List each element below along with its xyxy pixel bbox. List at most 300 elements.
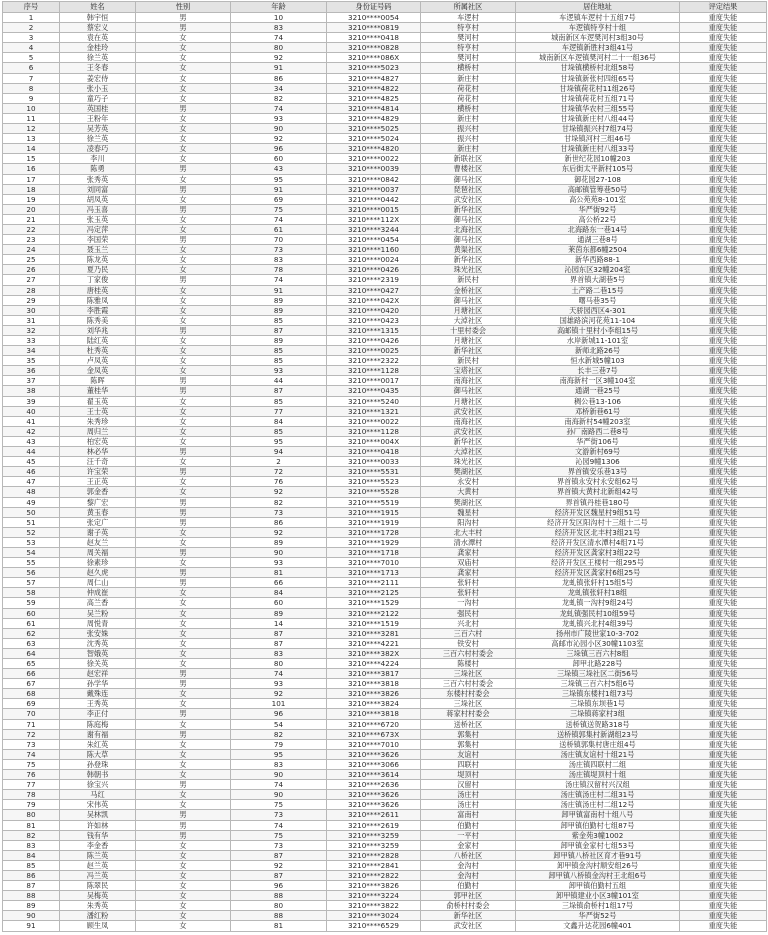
cell-age: 85 — [231, 396, 327, 406]
cell-gender: 女 — [136, 608, 231, 618]
cell-gender: 男 — [136, 507, 231, 517]
cell-gender: 女 — [136, 336, 231, 346]
cell-id-number: 3210****0015 — [327, 204, 421, 214]
cell-age: 93 — [231, 558, 327, 568]
table-row — [3, 426, 767, 436]
cell-gender: 男 — [136, 103, 231, 113]
table-row — [3, 376, 767, 386]
cell-index: 52 — [3, 527, 60, 537]
cell-result: 重度失能 — [680, 638, 767, 648]
cell-gender: 女 — [136, 921, 231, 931]
table-row — [3, 346, 767, 356]
cell-id-number: 3210****5528 — [327, 487, 421, 497]
cell-age: 80 — [231, 901, 327, 911]
cell-gender: 女 — [136, 618, 231, 628]
cell-age: 83 — [231, 648, 327, 658]
cell-address: 汤庄镇汤庄村二组12号 — [516, 800, 680, 810]
table-row — [3, 780, 767, 790]
table-row — [3, 467, 767, 477]
table-row — [3, 265, 767, 275]
cell-name: 冯定萍 — [60, 224, 136, 234]
cell-index: 63 — [3, 638, 60, 648]
cell-id-number: 3210****0054 — [327, 13, 421, 23]
cell-address: 经济开发区龚家村6组25号 — [516, 568, 680, 578]
cell-result: 重度失能 — [680, 13, 767, 23]
cell-result: 重度失能 — [680, 336, 767, 346]
cell-name: 仲成崔 — [60, 588, 136, 598]
cell-community: 荷花村 — [421, 83, 516, 93]
table-row — [3, 477, 767, 487]
cell-index: 47 — [3, 477, 60, 487]
cell-id-number: 3210****1915 — [327, 507, 421, 517]
cell-id-number: 3210****3259 — [327, 840, 421, 850]
cell-id-number: 3210****3281 — [327, 628, 421, 638]
cell-gender: 女 — [136, 911, 231, 921]
cell-index: 88 — [3, 891, 60, 901]
cell-index: 37 — [3, 376, 60, 386]
cell-result: 重度失能 — [680, 477, 767, 487]
table-row — [3, 184, 767, 194]
table-row — [3, 204, 767, 214]
cell-age: 84 — [231, 588, 327, 598]
cell-id-number: 3210****0022 — [327, 154, 421, 164]
cell-community: 友谊村 — [421, 749, 516, 759]
cell-result: 重度失能 — [680, 386, 767, 396]
cell-gender: 女 — [136, 457, 231, 467]
table-row — [3, 33, 767, 43]
cell-id-number: 3210****1519 — [327, 618, 421, 628]
cell-result: 重度失能 — [680, 870, 767, 880]
cell-index: 1 — [3, 13, 60, 23]
cell-address: 通湖三巷8号 — [516, 235, 680, 245]
cell-community: 兴北村 — [421, 618, 516, 628]
cell-gender: 女 — [136, 305, 231, 315]
cell-age: 87 — [231, 870, 327, 880]
table-row — [3, 648, 767, 658]
cell-gender: 男 — [136, 810, 231, 820]
cell-id-number: 3210****2122 — [327, 608, 421, 618]
cell-gender: 女 — [136, 638, 231, 648]
table-row — [3, 850, 767, 860]
cell-index: 3 — [3, 33, 60, 43]
cell-name: 宋伟英 — [60, 800, 136, 810]
header-cell-name: 姓名 — [60, 2, 136, 13]
cell-index: 69 — [3, 699, 60, 709]
cell-address: 卸甲镇建业小区3幢101室 — [516, 891, 680, 901]
cell-age: 85 — [231, 346, 327, 356]
cell-name: 王正英 — [60, 477, 136, 487]
cell-address: 恒水新城5幢103 — [516, 356, 680, 366]
cell-address: 甘垛镇新庄村八组44号 — [516, 113, 680, 123]
cell-index: 14 — [3, 144, 60, 154]
cell-community: 横桥村 — [421, 63, 516, 73]
cell-index: 20 — [3, 204, 60, 214]
cell-gender: 男 — [136, 679, 231, 689]
cell-result: 重度失能 — [680, 235, 767, 245]
cell-result: 重度失能 — [680, 527, 767, 537]
table-row — [3, 255, 767, 265]
cell-index: 7 — [3, 73, 60, 83]
cell-name: 徐素珍 — [60, 558, 136, 568]
cell-address: 汤庄镇四联村二组 — [516, 759, 680, 769]
cell-name: 陈晖 — [60, 376, 136, 386]
cell-gender: 女 — [136, 770, 231, 780]
cell-age: 60 — [231, 154, 327, 164]
cell-result: 重度失能 — [680, 416, 767, 426]
cell-gender: 男 — [136, 447, 231, 457]
cell-community: 车逻村 — [421, 13, 516, 23]
cell-result: 重度失能 — [680, 558, 767, 568]
cell-result: 重度失能 — [680, 921, 767, 931]
cell-id-number: 3210****5523 — [327, 477, 421, 487]
cell-id-number: 3210****2611 — [327, 810, 421, 820]
cell-id-number: 3210****4224 — [327, 659, 421, 669]
cell-age: 69 — [231, 194, 327, 204]
cell-id-number: 3210****0418 — [327, 447, 421, 457]
cell-community: 郭集村 — [421, 729, 516, 739]
cell-id-number: 3210****1315 — [327, 325, 421, 335]
cell-index: 51 — [3, 517, 60, 527]
cell-index: 45 — [3, 457, 60, 467]
cell-address: 汤庄镇汤庄村二组31号 — [516, 790, 680, 800]
cell-index: 70 — [3, 709, 60, 719]
table-row — [3, 53, 767, 63]
table-row — [3, 214, 767, 224]
cell-id-number: 3210****3626 — [327, 800, 421, 810]
cell-id-number: 3210****0033 — [327, 457, 421, 467]
table-row — [3, 386, 767, 396]
cell-age: 82 — [231, 93, 327, 103]
cell-id-number: 3210****0442 — [327, 194, 421, 204]
cell-name: 胡凤英 — [60, 194, 136, 204]
cell-result: 重度失能 — [680, 83, 767, 93]
cell-result: 重度失能 — [680, 820, 767, 830]
cell-index: 90 — [3, 911, 60, 921]
cell-name: 韩朝书 — [60, 770, 136, 780]
table-row — [3, 396, 767, 406]
table-row — [3, 356, 767, 366]
cell-id-number: 3210****4827 — [327, 73, 421, 83]
cell-result: 重度失能 — [680, 305, 767, 315]
cell-address: 稠公巷13-106 — [516, 396, 680, 406]
cell-gender: 男 — [136, 568, 231, 578]
cell-address: 龙虬镇一沟村9组24号 — [516, 598, 680, 608]
table-row — [3, 305, 767, 315]
cell-age: 86 — [231, 73, 327, 83]
cell-age: 90 — [231, 770, 327, 780]
cell-age: 44 — [231, 376, 327, 386]
cell-age: 82 — [231, 497, 327, 507]
cell-result: 重度失能 — [680, 53, 767, 63]
cell-name: 林必华 — [60, 447, 136, 457]
cell-id-number: 3210****3824 — [327, 699, 421, 709]
cell-age: 92 — [231, 53, 327, 63]
table-row — [3, 749, 767, 759]
cell-community: 新华社区 — [421, 255, 516, 265]
cell-address: 界首镇丹桂巷180号 — [516, 497, 680, 507]
cell-age: 89 — [231, 295, 327, 305]
cell-name: 马红 — [60, 790, 136, 800]
cell-age: 92 — [231, 134, 327, 144]
cell-result: 重度失能 — [680, 184, 767, 194]
cell-address: 经济开发区北丰村3组21号 — [516, 527, 680, 537]
cell-gender: 男 — [136, 780, 231, 790]
cell-id-number: 3210****6720 — [327, 719, 421, 729]
cell-gender: 男 — [136, 13, 231, 23]
cell-index: 91 — [3, 921, 60, 931]
cell-id-number: 3210****5025 — [327, 124, 421, 134]
table-row — [3, 901, 767, 911]
cell-id-number: 3210****5024 — [327, 134, 421, 144]
cell-id-number: 3210****2125 — [327, 588, 421, 598]
cell-result: 重度失能 — [680, 154, 767, 164]
cell-name: 陈雅凤 — [60, 295, 136, 305]
cell-index: 68 — [3, 689, 60, 699]
cell-community: 铁安村 — [421, 638, 516, 648]
cell-index: 80 — [3, 810, 60, 820]
cell-address: 文鑫升达花园6幢401 — [516, 921, 680, 931]
cell-index: 10 — [3, 103, 60, 113]
cell-name: 杜秀英 — [60, 346, 136, 356]
cell-age: 85 — [231, 315, 327, 325]
cell-name: 金桂玲 — [60, 43, 136, 53]
cell-age: 79 — [231, 739, 327, 749]
cell-name: 赵友兰 — [60, 537, 136, 547]
cell-community: 横桥村 — [421, 103, 516, 113]
cell-result: 重度失能 — [680, 790, 767, 800]
cell-community: 月塘社区 — [421, 396, 516, 406]
cell-community: 武安社区 — [421, 426, 516, 436]
cell-result: 重度失能 — [680, 729, 767, 739]
cell-id-number: 3210****2822 — [327, 870, 421, 880]
table-row — [3, 194, 767, 204]
cell-age: 54 — [231, 719, 327, 729]
cell-community: 三百六村村委会 — [421, 648, 516, 658]
cell-result: 重度失能 — [680, 517, 767, 527]
cell-index: 49 — [3, 497, 60, 507]
table-row — [3, 729, 767, 739]
cell-gender: 男 — [136, 23, 231, 33]
cell-name: 凌春巧 — [60, 144, 136, 154]
cell-community: 张轩村 — [421, 588, 516, 598]
cell-result: 重度失能 — [680, 547, 767, 557]
cell-index: 57 — [3, 578, 60, 588]
cell-community: 御马社区 — [421, 214, 516, 224]
cell-address: 卸甲镇金沟村顺安组26号 — [516, 860, 680, 870]
cell-name: 汪千奇 — [60, 457, 136, 467]
cell-age: 92 — [231, 689, 327, 699]
cell-result: 重度失能 — [680, 346, 767, 356]
table-row — [3, 830, 767, 840]
cell-name: 吴林凯 — [60, 810, 136, 820]
cell-result: 重度失能 — [680, 174, 767, 184]
cell-age: 91 — [231, 285, 327, 295]
cell-gender: 女 — [136, 891, 231, 901]
cell-age: 14 — [231, 618, 327, 628]
table-row — [3, 517, 767, 527]
cell-id-number: 3210****004X — [327, 436, 421, 446]
cell-result: 重度失能 — [680, 679, 767, 689]
cell-index: 18 — [3, 184, 60, 194]
table-row — [3, 689, 767, 699]
cell-gender: 女 — [136, 477, 231, 487]
cell-address: 曙马巷35号 — [516, 295, 680, 305]
cell-age: 92 — [231, 860, 327, 870]
cell-age: 76 — [231, 477, 327, 487]
table-row — [3, 659, 767, 669]
cell-result: 重度失能 — [680, 770, 767, 780]
cell-community: 清水潭村 — [421, 537, 516, 547]
cell-gender: 女 — [136, 487, 231, 497]
cell-index: 33 — [3, 336, 60, 346]
cell-gender: 男 — [136, 204, 231, 214]
cell-index: 22 — [3, 224, 60, 234]
cell-result: 重度失能 — [680, 436, 767, 446]
cell-result: 重度失能 — [680, 911, 767, 921]
table-row — [3, 578, 767, 588]
cell-address: 东后街太平新村105号 — [516, 164, 680, 174]
cell-id-number: 3210****5519 — [327, 497, 421, 507]
cell-address: 高邮市沁园小区30幢1103室 — [516, 638, 680, 648]
table-row — [3, 527, 767, 537]
cell-address: 紫金苑3幢1002 — [516, 830, 680, 840]
cell-index: 5 — [3, 53, 60, 63]
cell-age: 75 — [231, 204, 327, 214]
cell-gender: 男 — [136, 547, 231, 557]
cell-gender: 男 — [136, 376, 231, 386]
cell-community: 樊湖社区 — [421, 497, 516, 507]
cell-result: 重度失能 — [680, 113, 767, 123]
table-row — [3, 608, 767, 618]
cell-gender: 女 — [136, 870, 231, 880]
cell-id-number: 3210****0420 — [327, 305, 421, 315]
cell-gender: 女 — [136, 346, 231, 356]
cell-name: 冯兰英 — [60, 870, 136, 880]
cell-id-number: 3210****112X — [327, 214, 421, 224]
table-row — [3, 598, 767, 608]
cell-age: 77 — [231, 406, 327, 416]
cell-index: 86 — [3, 870, 60, 880]
cell-age: 78 — [231, 265, 327, 275]
cell-id-number: 3210****7010 — [327, 739, 421, 749]
cell-id-number: 3210****0426 — [327, 336, 421, 346]
table-row — [3, 295, 767, 305]
cell-gender: 女 — [136, 850, 231, 860]
cell-id-number: 3210****1529 — [327, 598, 421, 608]
cell-gender: 女 — [136, 416, 231, 426]
cell-name: 李胜霞 — [60, 305, 136, 315]
cell-index: 29 — [3, 295, 60, 305]
table-row — [3, 245, 767, 255]
cell-index: 32 — [3, 325, 60, 335]
cell-community: 三百六村 — [421, 628, 516, 638]
cell-index: 26 — [3, 265, 60, 275]
cell-index: 44 — [3, 447, 60, 457]
header-cell-id-number: 身份证号码 — [327, 2, 421, 13]
cell-community: 新华社区 — [421, 346, 516, 356]
cell-name: 朱秀珍 — [60, 416, 136, 426]
cell-name: 赵兰英 — [60, 860, 136, 870]
cell-result: 重度失能 — [680, 144, 767, 154]
cell-index: 56 — [3, 568, 60, 578]
cell-id-number: 3210****1713 — [327, 568, 421, 578]
cell-address: 汤庄镇友谊村十组21号 — [516, 749, 680, 759]
cell-name: 周关福 — [60, 547, 136, 557]
cell-gender: 男 — [136, 709, 231, 719]
cell-id-number: 3210****2319 — [327, 275, 421, 285]
cell-id-number: 3210****0426 — [327, 265, 421, 275]
cell-name: 张定广 — [60, 517, 136, 527]
cell-age: 94 — [231, 447, 327, 457]
cell-id-number: 3210****3066 — [327, 759, 421, 769]
cell-address: 龙虬镇强民村10组59号 — [516, 608, 680, 618]
cell-result: 重度失能 — [680, 891, 767, 901]
cell-gender: 女 — [136, 245, 231, 255]
table-row — [3, 891, 767, 901]
cell-community: 三百六村村委会 — [421, 679, 516, 689]
cell-address: 三垛镇俞桥村1组17号 — [516, 901, 680, 911]
cell-id-number: 3210****4814 — [327, 103, 421, 113]
cell-community: 阳沟村 — [421, 517, 516, 527]
cell-community: 御马社区 — [421, 386, 516, 396]
cell-id-number: 3210****4221 — [327, 638, 421, 648]
cell-id-number: 3210****3259 — [327, 830, 421, 840]
cell-address: 土产路二巷15号 — [516, 285, 680, 295]
table-row — [3, 921, 767, 931]
cell-gender: 女 — [136, 598, 231, 608]
cell-age: 10 — [231, 13, 327, 23]
cell-age: 96 — [231, 881, 327, 891]
cell-gender: 女 — [136, 628, 231, 638]
cell-index: 27 — [3, 275, 60, 285]
cell-age: 93 — [231, 679, 327, 689]
cell-gender: 女 — [136, 224, 231, 234]
cell-age: 88 — [231, 891, 327, 901]
cell-gender: 女 — [136, 426, 231, 436]
cell-age: 60 — [231, 598, 327, 608]
cell-address: 送桥镇郭集村唐庄组4号 — [516, 739, 680, 749]
cell-index: 4 — [3, 43, 60, 53]
cell-gender: 男 — [136, 386, 231, 396]
cell-address: 龙虬镇张轩村15组5号 — [516, 578, 680, 588]
cell-community: 振兴村 — [421, 134, 516, 144]
cell-result: 重度失能 — [680, 275, 767, 285]
cell-age: 89 — [231, 537, 327, 547]
cell-address: 汤庄镇堤顶村十组 — [516, 770, 680, 780]
cell-community: 武安社区 — [421, 406, 516, 416]
cell-result: 重度失能 — [680, 33, 767, 43]
cell-address: 长丰三巷7号 — [516, 366, 680, 376]
cell-community: 强民村 — [421, 608, 516, 618]
cell-gender: 女 — [136, 53, 231, 63]
cell-address: 南海新村一区3幢104室 — [516, 376, 680, 386]
cell-name: 卢凤英 — [60, 356, 136, 366]
cell-address: 北海路东一巷14号 — [516, 224, 680, 234]
cell-gender: 女 — [136, 43, 231, 53]
cell-name: 刘同富 — [60, 184, 136, 194]
cell-community: 双庙村 — [421, 558, 516, 568]
cell-gender: 女 — [136, 537, 231, 547]
cell-community: 特亨村 — [421, 23, 516, 33]
cell-age: 73 — [231, 245, 327, 255]
cell-age: 90 — [231, 124, 327, 134]
cell-name: 张小玉 — [60, 83, 136, 93]
cell-result: 重度失能 — [680, 164, 767, 174]
cell-gender: 女 — [136, 124, 231, 134]
cell-age: 70 — [231, 235, 327, 245]
cell-result: 重度失能 — [680, 265, 767, 275]
cell-address: 经济开发区王楼村一组295号 — [516, 558, 680, 568]
